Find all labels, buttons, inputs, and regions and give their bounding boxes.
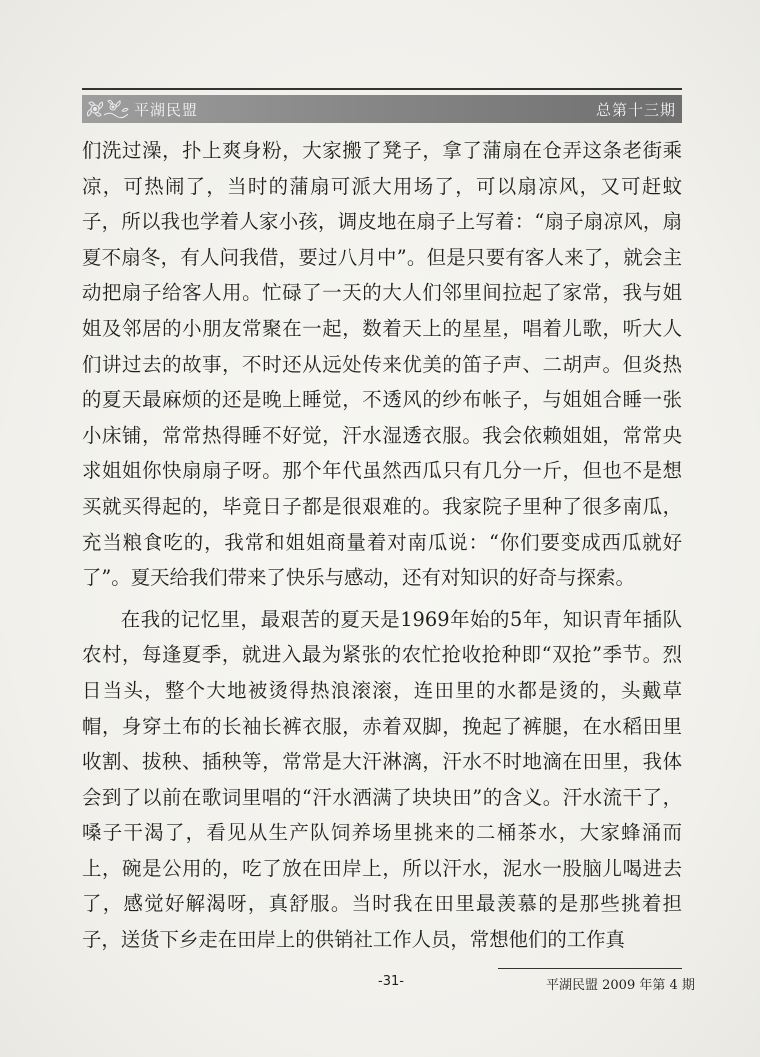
magazine-title: 平湖民盟 (134, 100, 199, 119)
running-header (82, 95, 682, 123)
footer-rule (498, 968, 682, 969)
issue-label: 总第十三期 (595, 100, 676, 119)
article-body (82, 133, 682, 958)
header-left-group (86, 95, 198, 123)
article-paragraph: 在我的记忆里，最艰苦的夏天是1969年始的5年，知识青年插队农村，每逢夏季，就进入最为紧张的农忙抢收抢种即“双抢”季节。烈日当头，整个大地被烫得热浪滚滚，连田里的水都是烫的，头戴草帽，身穿土布的长袖长裤衣服，赤着双脚，挽起了裤腿，在水稻田里收割、拔秧、插秧等，常常是大汗淋漓，汗水不时地滴在田里，我体会到了以前在歌词里唱的“汗水洒满了块块田”的含义。汗水流干了，嗓子干渴了，看见从生产队饲养场里挑来的二桶茶水，大家蜂涌而上，碗是公用的，吃了放在田岸上，所以汗水，泥水一股脑儿喝进去了，感觉好解渴呀，真舒服。当时我在田里最羡慕的是那些挑着担子，送货下乡走在田岸上的供销社工作人员，常想他们的工作真 (82, 607, 682, 952)
page-number: -31- (378, 974, 404, 989)
flower-icon (86, 97, 130, 121)
footer-source: 平湖民盟 2009 年第 4 期 (546, 978, 695, 993)
header-top-rule (82, 88, 682, 90)
article-paragraph: 们洗过澡，扑上爽身粉，大家搬了凳子，拿了蒲扇在仓弄这条老街乘凉，可热闹了，当时的蒲扇可派大用场了，可以扇凉风，又可赶蚊子，所以我也学着人家小孩，调皮地在扇子上写着：“扇子扇凉风，扇夏不扇冬，有人问我借，要过八月中”。但是只要有客人来了，就会主动把扇子给客人用。忙碌了一天的大人们邻里间拉起了家常，我与姐姐及邻居的小朋友常聚在一起，数着天上的星星，唱着儿歌，听大人们讲过去的故事，不时还从远处传来优美的笛子声、二胡声。但炎热的夏天最麻烦的还是晚上睡觉，不透风的纱布帐子，与姐姐合睡一张小床铺，常常热得睡不好觉，汗水湿透衣服。我会依赖姐姐，常常央求姐姐你快扇扇子呀。那个年代虽然西瓜只有几分一斤，但也不是想买就买得起的，毕竟日子都是很艰难的。我家院子里种了很多南瓜，充当粮食吃的，我常和姐姐商量着对南瓜说：“你们要变成西瓜就好了”。夏天给我们带来了快乐与感动，还有对知识的好奇与探索。 (82, 139, 682, 590)
